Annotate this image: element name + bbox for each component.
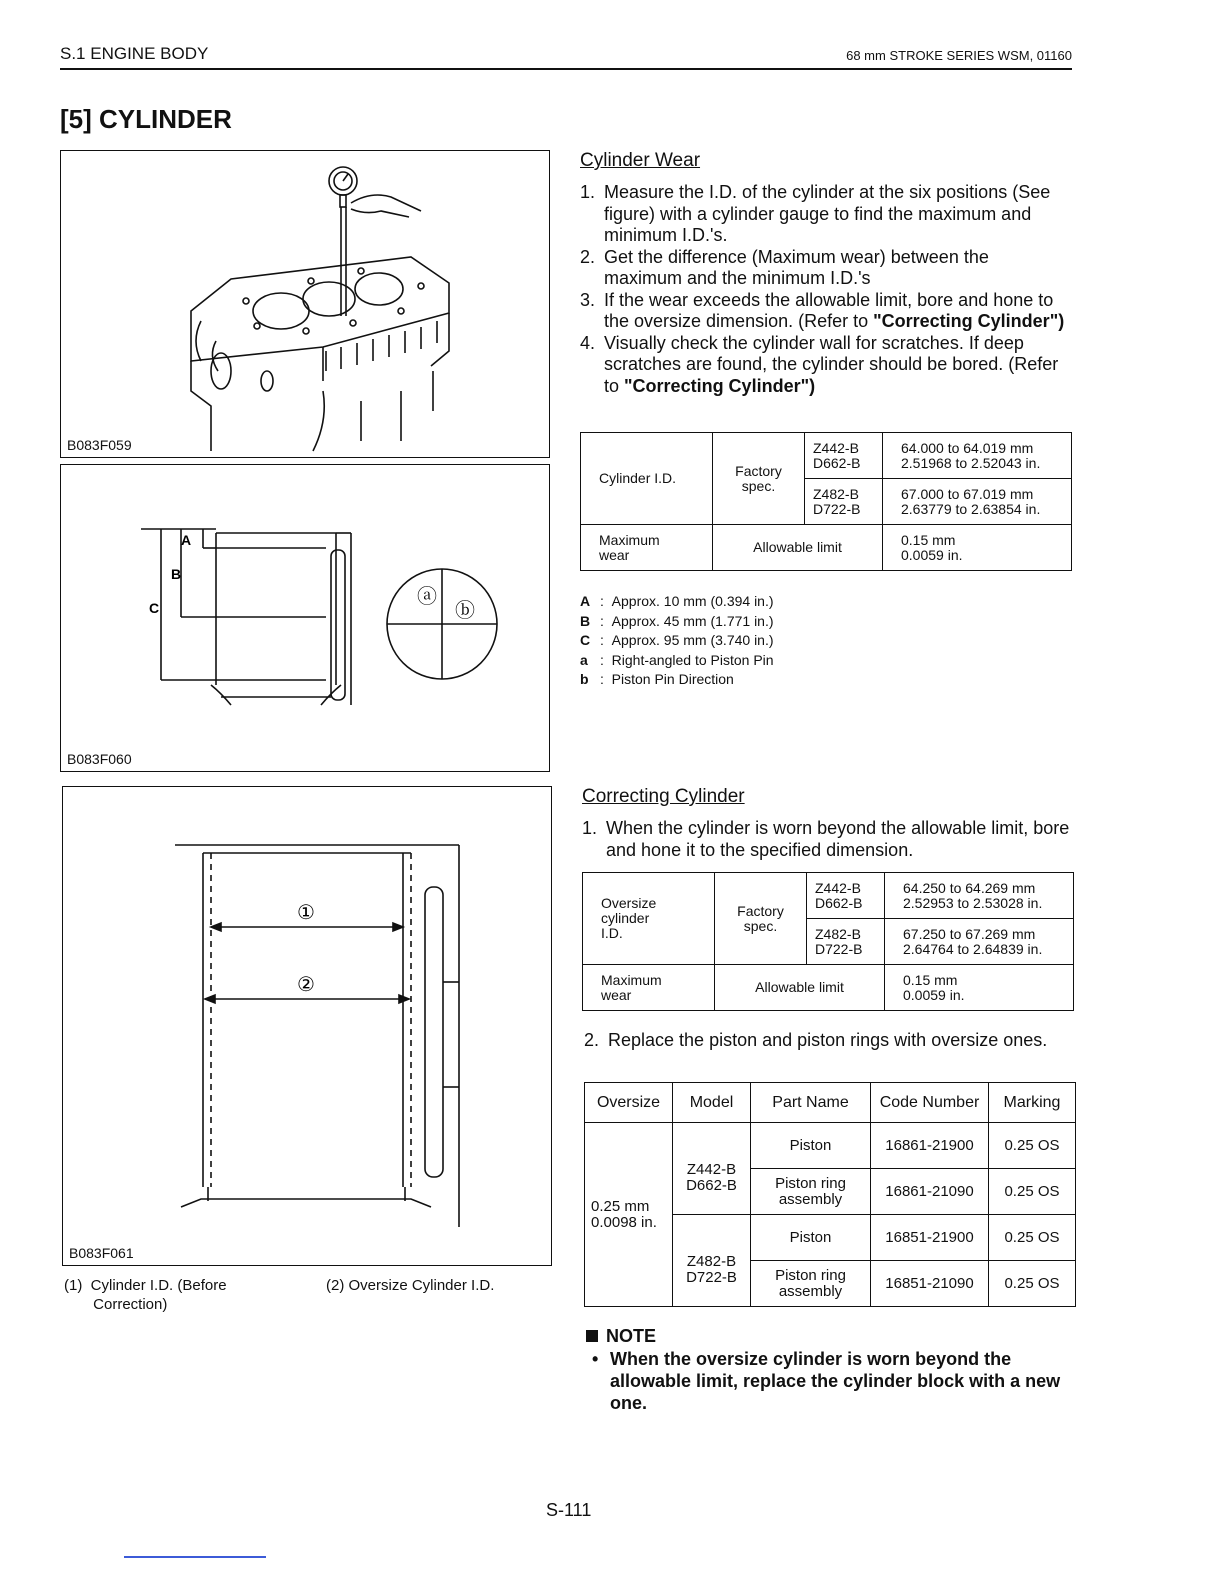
list-item: 2. Get the difference (Maximum wear) between the maximum and the minimum I.D.'s bbox=[580, 246, 989, 288]
label-c: C bbox=[149, 600, 160, 616]
dimension-notes bbox=[580, 592, 774, 690]
caption-two: (2) Oversize Cylinder I.D. bbox=[326, 1277, 495, 1294]
caption-one: (1) Cylinder I.D. (Before Correction) bbox=[64, 1277, 227, 1313]
label-pa: ⓐ bbox=[417, 584, 437, 608]
wear-spec-table: Cylinder I.D. Factory spec. Z442-B D662-B 64.000 to 64.019 mm 2.51968 to 2.52043 in. Z482-B D722-B 67.000 to 67.019 mm 2.63779 to 2.63854 in. Maximum wear Allowable limit 0.15 mm 0.0059 in. bbox=[580, 432, 1072, 571]
oversize-spec-table: Oversize cylinder I.D. Factory spec. Z442-B D662-B 64.250 to 64.269 mm 2.52953 to 2.53028 in. Z482-B D722-B 67.250 to 67.269 mm 2.64764 to 2.64839 in. Maximum wear Allowable limit 0.15 mm 0.0059 in. bbox=[582, 872, 1074, 1011]
series-title: 68 mm STROKE SERIES WSM, 01160 bbox=[846, 48, 1072, 63]
figure-code: B083F060 bbox=[67, 751, 132, 767]
page-title: [5] CYLINDER bbox=[60, 104, 232, 134]
table-row: Z482-B D722-B Piston 16851-21900 0.25 OS bbox=[585, 1215, 1076, 1261]
label-a: A bbox=[181, 532, 192, 548]
page-header bbox=[60, 44, 1072, 70]
list-item: 2. Replace the piston and piston rings with oversize ones. bbox=[584, 1030, 1048, 1050]
bullet-icon: • bbox=[592, 1349, 599, 1369]
list-item: 1. When the cylinder is worn beyond the allowable limit, bore and hone it to the specified dimension. bbox=[582, 818, 1070, 860]
list-item: b : Piston Pin Direction bbox=[580, 671, 734, 687]
figure-cylinder-gauge bbox=[60, 150, 550, 458]
correcting-cylinder-heading: Correcting Cylinder bbox=[582, 786, 745, 807]
list-item: 1. Measure the I.D. of the cylinder at the six positions (See figure) with a cylinder gauge to find the maximum and minimum I.D.'s. bbox=[580, 182, 1051, 245]
figure-code: B083F059 bbox=[67, 437, 132, 453]
list-item: 3. If the wear exceeds the allowable limit, bore and hone to the oversize dimension. (Refer to "Correcting Cylinder") bbox=[580, 289, 1065, 331]
page-number: S-111 bbox=[546, 1500, 592, 1520]
table-row: 0.25 mm 0.0098 in. Z442-B D662-B Piston 16861-21900 0.25 OS bbox=[585, 1123, 1076, 1169]
list-item: B : Approx. 45 mm (1.771 in.) bbox=[580, 612, 774, 629]
note-body: • When the oversize cylinder is worn beyond the allowable limit, replace the cylinder block with a new one. bbox=[592, 1349, 1061, 1413]
table-row: Piston ring assembly 16851-21090 0.25 OS bbox=[585, 1261, 1076, 1307]
cylinder-wear-heading: Cylinder Wear bbox=[580, 150, 701, 171]
engine-block-illustration bbox=[61, 151, 551, 459]
label-pb: ⓑ bbox=[455, 598, 475, 622]
label-two: ② bbox=[297, 972, 315, 996]
list-item: 4. Visually check the cylinder wall for scratches. If deep scratches are found, the cylinder should be bored. (Refer to "Correcting Cylinder") bbox=[580, 332, 1059, 396]
figure-measuring-positions bbox=[60, 464, 550, 772]
correcting-step-2 bbox=[584, 1030, 1072, 1052]
list-item: C : Approx. 95 mm (3.740 in.) bbox=[580, 632, 774, 648]
label-b: B bbox=[171, 566, 182, 582]
oversize-diagram bbox=[63, 787, 553, 1267]
figure-code: B083F061 bbox=[69, 1245, 134, 1261]
note-square-icon bbox=[586, 1330, 598, 1342]
list-item: a : Right-angled to Piston Pin bbox=[580, 651, 774, 668]
section-title: S.1 ENGINE BODY bbox=[60, 44, 209, 63]
list-item: A : Approx. 10 mm (0.394 in.) bbox=[580, 593, 774, 609]
oversize-parts-table: Oversize Model Part Name Code Number Marking 0.25 mm 0.0098 in. Z442-B D662-B Piston 16861-21900 0.25 OS Piston ring assembly 16861-21090 0.25 OS Z482-B D722-B Piston 16851-21900 0.25 OS Piston ring assembly 16851-21090 0.25 OS bbox=[584, 1082, 1076, 1307]
wear-steps bbox=[580, 182, 1068, 397]
note-heading: NOTE bbox=[586, 1326, 656, 1347]
measuring-positions-diagram bbox=[61, 465, 551, 773]
figure-oversize bbox=[62, 786, 552, 1266]
table-row: Piston ring assembly 16861-21090 0.25 OS bbox=[585, 1169, 1076, 1215]
correcting-step-1 bbox=[582, 818, 1072, 861]
decorative-line bbox=[124, 1556, 266, 1558]
label-one: ① bbox=[297, 900, 315, 924]
